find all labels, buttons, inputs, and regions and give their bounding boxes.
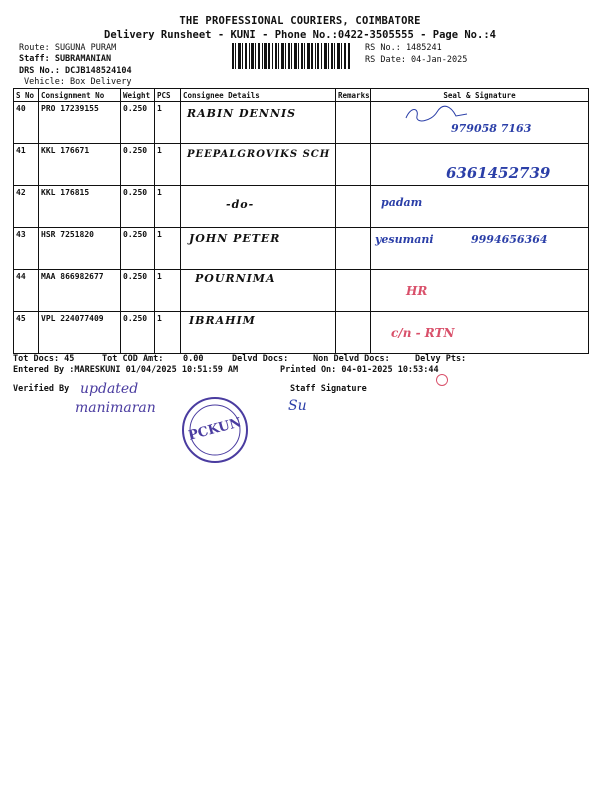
tot-cod-label: Tot COD Amt:	[102, 354, 164, 364]
non-delvd-docs: Non Delvd Docs:	[313, 354, 390, 364]
consignee-cell	[181, 186, 336, 228]
sno-cell: 41	[14, 144, 39, 186]
phone-handwriting: 6361452739	[446, 164, 551, 182]
signature-cell	[371, 270, 589, 312]
remarks-cell	[336, 102, 371, 144]
consignment-cell: MAA 866982677	[39, 270, 121, 312]
rs-date: RS Date: 04-Jan-2025	[365, 55, 468, 65]
consignment-cell: KKL 176815	[39, 186, 121, 228]
remarks-cell	[336, 312, 371, 354]
consignee-handwriting: JOHN PETER	[189, 232, 281, 245]
consignee-cell	[181, 144, 336, 186]
weight-cell: 0.250	[121, 144, 155, 186]
verified-note-2: manimaran	[75, 400, 156, 416]
sno-cell: 43	[14, 228, 39, 270]
name-handwriting: padam	[381, 196, 423, 209]
column-header: Consignment No	[39, 89, 121, 102]
phone-handwriting: 979058 7163	[451, 122, 532, 135]
consignment-cell: VPL 224077409	[39, 312, 121, 354]
column-header: Remarks	[336, 89, 371, 102]
name-handwriting: yesumani	[375, 233, 434, 246]
consignment-cell: PRO 17239155	[39, 102, 121, 144]
verified-by-label: Verified By	[13, 384, 70, 394]
signature-cell	[371, 186, 589, 228]
name-handwriting: HR	[406, 284, 428, 298]
entered-by: Entered By :MARESKUNI 01/04/2025 10:51:59 AM	[13, 365, 239, 375]
printed-on: Printed On: 04-01-2025 10:53:44	[280, 365, 439, 375]
remarks-cell	[336, 270, 371, 312]
remarks-cell	[336, 186, 371, 228]
column-header: Seal & Signature	[371, 89, 589, 102]
signature-cell	[371, 102, 589, 144]
weight-cell: 0.250	[121, 312, 155, 354]
column-header: Weight	[121, 89, 155, 102]
tot-docs: Tot Docs: 45	[13, 354, 75, 364]
signature-cell	[371, 228, 589, 270]
delvd-docs: Delvd Docs:	[232, 354, 289, 364]
tot-cod-value: 0.00	[183, 354, 204, 364]
pcs-cell: 1	[155, 270, 181, 312]
consignee-handwriting: -do-	[226, 198, 255, 211]
staff-signature-scribble: Su	[288, 398, 307, 414]
pcs-cell: 1	[155, 228, 181, 270]
vehicle-label: Vehicle: Box Delivery	[24, 77, 132, 87]
weight-cell: 0.250	[121, 186, 155, 228]
runsheet-title: Delivery Runsheet - KUNI - Phone No.:0422-3505555 - Page No.:4	[104, 29, 496, 41]
phone-handwriting: 9994656364	[471, 233, 548, 246]
column-header: Consignee Details	[181, 89, 336, 102]
remark-handwriting: c/n - RTN	[391, 326, 455, 340]
pckun-stamp	[180, 395, 250, 465]
weight-cell: 0.250	[121, 228, 155, 270]
verified-note-1: updated	[80, 381, 139, 397]
table-row	[14, 312, 589, 354]
rs-number: RS No.: 1485241	[365, 43, 442, 53]
column-header: S No	[14, 89, 39, 102]
weight-cell: 0.250	[121, 102, 155, 144]
pcs-cell: 1	[155, 102, 181, 144]
pcs-cell: 1	[155, 144, 181, 186]
pcs-cell: 1	[155, 312, 181, 354]
table-row	[14, 228, 589, 270]
runsheet-table	[13, 88, 589, 354]
table-row	[14, 270, 589, 312]
remarks-cell	[336, 144, 371, 186]
consignee-handwriting: PEEPALGROVIKS SCH	[187, 149, 331, 160]
weight-cell: 0.250	[121, 270, 155, 312]
consignment-cell: HSR 7251820	[39, 228, 121, 270]
table-row	[14, 144, 589, 186]
remarks-cell	[336, 228, 371, 270]
consignment-cell: KKL 176671	[39, 144, 121, 186]
consignee-cell	[181, 228, 336, 270]
consignee-cell	[181, 270, 336, 312]
sno-cell: 45	[14, 312, 39, 354]
signature-cell	[371, 312, 589, 354]
pcs-cell: 1	[155, 186, 181, 228]
barcode-image	[232, 43, 350, 69]
route-label: Route: SUGUNA PURAM	[19, 43, 117, 53]
table-row	[14, 186, 589, 228]
stamp-text: PCKUN	[186, 415, 244, 444]
staff-signature-label: Staff Signature	[290, 384, 367, 394]
signature-cell	[371, 144, 589, 186]
consignee-handwriting: POURNIMA	[195, 272, 276, 285]
sno-cell: 42	[14, 186, 39, 228]
consignee-handwriting: IBRAHIM	[189, 314, 256, 327]
sno-cell: 40	[14, 102, 39, 144]
red-circle-mark	[436, 374, 448, 386]
column-header: PCS	[155, 89, 181, 102]
table-row	[14, 102, 589, 144]
drs-label: DRS No.: DCJB148524104	[19, 66, 132, 76]
sno-cell: 44	[14, 270, 39, 312]
company-title: THE PROFESSIONAL COURIERS, COIMBATORE	[179, 15, 421, 27]
table-header-row	[14, 89, 589, 102]
consignee-cell	[181, 312, 336, 354]
staff-label: Staff: SUBRAMANIAN	[19, 54, 112, 64]
consignee-handwriting: RABIN DENNIS	[187, 107, 297, 120]
consignee-cell	[181, 102, 336, 144]
delvy-pts: Delvy Pts:	[415, 354, 467, 364]
